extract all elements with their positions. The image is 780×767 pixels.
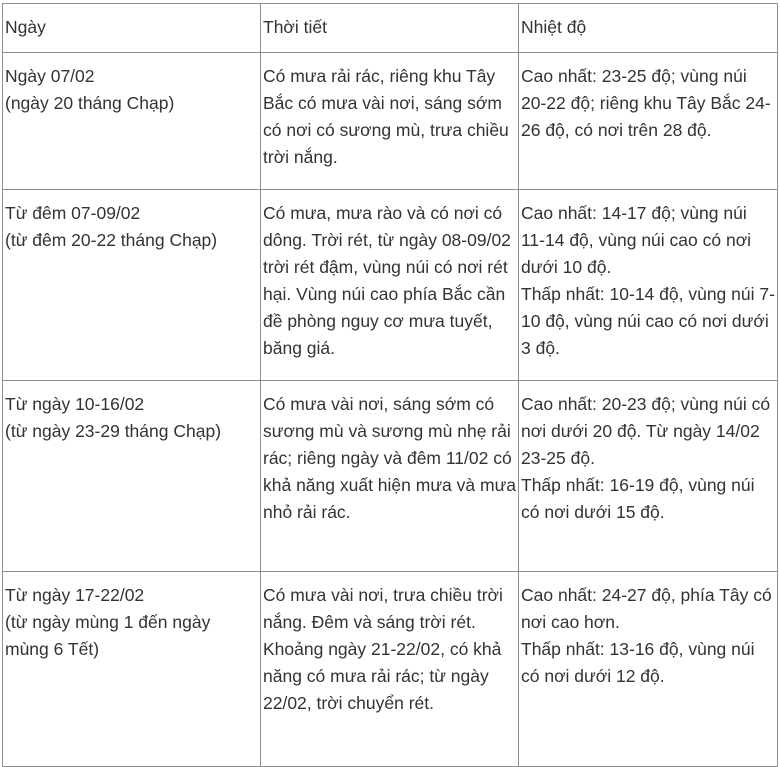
day-lunar-date: (ngày 20 tháng Chạp) xyxy=(5,93,175,113)
weather-cell: Có mưa vài nơi, trưa chiều trời nắng. Đêm và sáng trời rét. Khoảng ngày 21-22/02, có khả năng có mưa rải rác; từ ngày 22/02, trời chuyển rét. xyxy=(261,572,519,767)
header-day: Ngày xyxy=(3,4,261,53)
temperature-high: Cao nhất: 20-23 độ; vùng núi có nơi dưới 20 độ. Từ ngày 14/02 23-25 độ. xyxy=(521,394,771,468)
day-lunar-date: (từ ngày mùng 1 đến ngày mùng 6 Tết) xyxy=(5,612,211,659)
day-cell xyxy=(3,53,261,190)
weather-forecast-table xyxy=(2,3,778,767)
table-row xyxy=(3,190,778,381)
temperature-high: Cao nhất: 24-27 độ, phía Tây có nơi cao hơn. xyxy=(521,585,772,632)
header-weather: Thời tiết xyxy=(261,4,519,53)
table-row xyxy=(3,381,778,572)
weather-cell: Có mưa rải rác, riêng khu Tây Bắc có mưa vài nơi, sáng sớm có nơi có sương mù, trưa chiều trời nắng. xyxy=(261,53,519,190)
day-date: Ngày 07/02 xyxy=(5,66,95,86)
table-row xyxy=(3,53,778,190)
day-date: Từ ngày 17-22/02 xyxy=(5,585,145,605)
day-lunar-date: (từ ngày 23-29 tháng Chạp) xyxy=(5,421,222,441)
temperature-cell xyxy=(519,381,778,572)
temperature-high: Cao nhất: 14-17 độ; vùng núi 11-14 độ, vùng núi cao có nơi dưới 10 độ. xyxy=(521,203,752,277)
temperature-high: Cao nhất: 23-25 độ; vùng núi 20-22 độ; riêng khu Tây Bắc 24-26 độ, có nơi trên 28 độ. xyxy=(521,66,771,140)
table-header-row xyxy=(3,4,778,53)
day-lunar-date: (từ đêm 20-22 tháng Chạp) xyxy=(5,230,218,250)
temperature-low: Thấp nhất: 16-19 độ, vùng núi có nơi dưới 15 độ. xyxy=(521,475,755,522)
temperature-cell xyxy=(519,572,778,767)
day-cell xyxy=(3,381,261,572)
temperature-low: Thấp nhất: 13-16 độ, vùng núi có nơi dưới 12 độ. xyxy=(521,639,755,686)
weather-cell: Có mưa vài nơi, sáng sớm có sương mù và sương mù nhẹ rải rác; riêng ngày và đêm 11/02 có khả năng xuất hiện mưa và mưa nhỏ rải rác. xyxy=(261,381,519,572)
temperature-cell xyxy=(519,190,778,381)
day-cell xyxy=(3,572,261,767)
temperature-cell xyxy=(519,53,778,190)
table-row xyxy=(3,572,778,767)
weather-cell: Có mưa, mưa rào và có nơi có dông. Trời rét, từ ngày 08-09/02 trời rét đậm, vùng núi có nơi rét hại. Vùng núi cao phía Bắc cần đề phòng nguy cơ mưa tuyết, băng giá. xyxy=(261,190,519,381)
header-temperature: Nhiệt độ xyxy=(519,4,778,53)
day-cell xyxy=(3,190,261,381)
day-date: Từ ngày 10-16/02 xyxy=(5,394,145,414)
temperature-low: Thấp nhất: 10-14 độ, vùng núi 7-10 độ, vùng núi cao có nơi dưới 3 độ. xyxy=(521,284,775,358)
day-date: Từ đêm 07-09/02 xyxy=(5,203,141,223)
